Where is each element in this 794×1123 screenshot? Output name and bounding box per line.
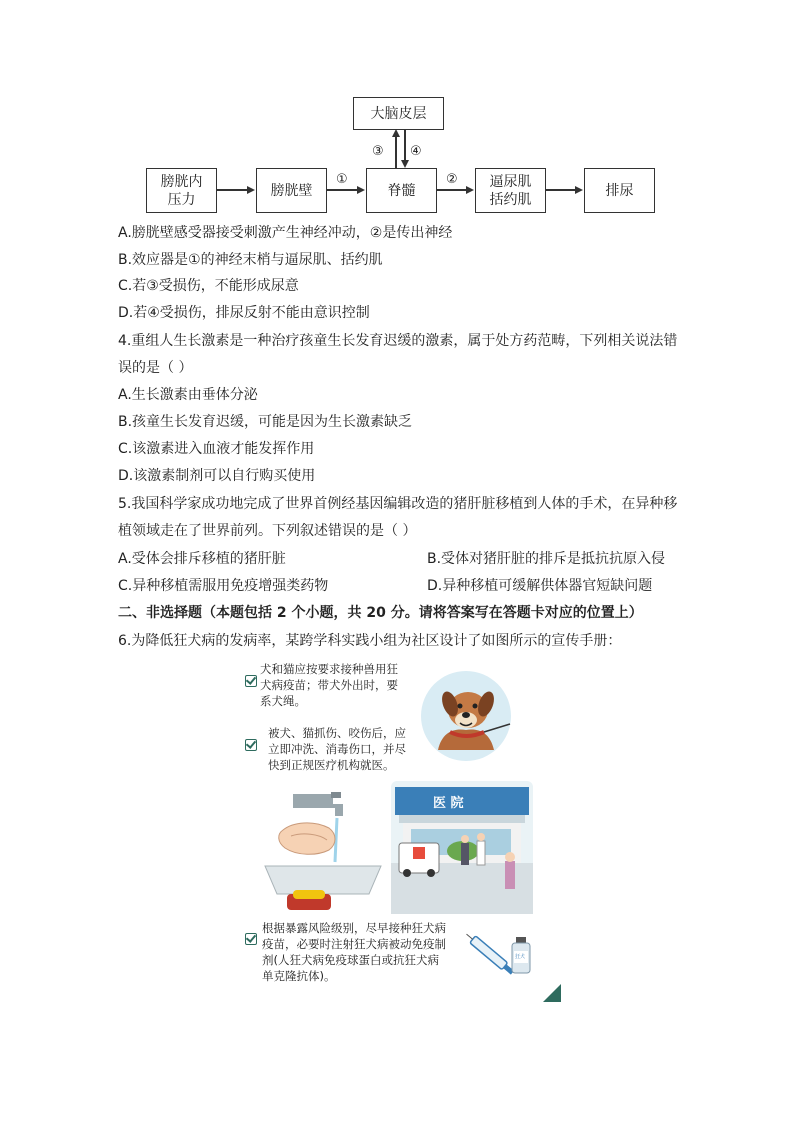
q4-stem-cont: 误的是（ ） — [118, 360, 193, 376]
arrow-up-shaft — [395, 137, 397, 168]
q3-option-c: C.若③受损伤，不能形成尿意 — [118, 278, 299, 294]
q5-stem-cont: 植领域走在了世界前列。下列叙述错误的是（ ） — [118, 523, 417, 539]
box-bladder-pressure: 膀胱内 压力 — [146, 168, 217, 213]
q3-option-a: A.膀胱壁感受器接受刺激产生神经冲动，②是传出神经 — [118, 225, 453, 241]
arrow-shaft — [546, 189, 575, 191]
q5-option-b: B.受体对猪肝脏的排斥是抵抗抗原入侵 — [427, 551, 666, 567]
arrow-shaft — [437, 189, 466, 191]
arrow-down-head — [401, 160, 409, 168]
q4-stem: 4.重组人生长激素是一种治疗孩童生长发育迟缓的激素，属于处方药范畴，下列相关说法错 — [118, 333, 678, 349]
arrow-shaft — [327, 189, 357, 191]
q5-option-d: D.异种移植可缓解供体器官短缺问题 — [427, 578, 653, 594]
arrow-head — [575, 186, 583, 194]
q4-option-c: C.该激素进入血液才能发挥作用 — [118, 441, 315, 457]
label-1: ① — [336, 172, 348, 187]
checkbox-icon — [245, 675, 257, 687]
checkbox-icon — [245, 933, 257, 945]
hospital-sign: 医 院 — [433, 796, 464, 811]
leaf-decoration — [543, 984, 561, 1002]
arrow-up-head — [392, 129, 400, 137]
handwashing-illustration — [263, 782, 385, 912]
q5-option-c: C.异种移植需服用免疫增强类药物 — [118, 578, 329, 594]
flyer-item-1: 犬和猫应按要求接种兽用狂 犬病疫苗；带犬外出时，要 系犬绳。 — [260, 662, 398, 708]
label-4: ④ — [410, 144, 422, 159]
box-spinal-cord: 脊髓 — [366, 168, 437, 213]
box-urination: 排尿 — [584, 168, 655, 213]
q4-option-a: A.生长激素由垂体分泌 — [118, 387, 258, 403]
q5-option-a: A.受体会排斥移植的猪肝脏 — [118, 551, 286, 567]
section-heading: 二、非选择题（本题包括 2 个小题，共 20 分。请将答案写在答题卡对应的位置上） — [118, 605, 643, 621]
dog-illustration — [420, 670, 512, 762]
label-2: ② — [446, 172, 458, 187]
arrow-head — [466, 186, 474, 194]
q3-option-d: D.若④受损伤，排尿反射不能由意识控制 — [118, 305, 370, 321]
q4-option-b: B.孩童生长发育迟缓，可能是因为生长激素缺乏 — [118, 414, 413, 430]
arrow-down-shaft — [404, 129, 406, 160]
box-cortex: 大脑皮层 — [353, 97, 444, 130]
q5-stem: 5.我国科学家成功地完成了世界首例经基因编辑改造的猪肝脏移植到人体的手术，在异种移 — [118, 496, 678, 512]
arrow-head — [247, 186, 255, 194]
q6-stem: 6.为降低狂犬病的发病率，某跨学科实践小组为社区设计了如图所示的宣传手册： — [118, 633, 622, 649]
arrow-shaft — [217, 189, 247, 191]
q3-option-b: B.效应器是①的神经末梢与逼尿肌、括约肌 — [118, 252, 383, 268]
box-bladder-wall: 膀胱壁 — [256, 168, 327, 213]
box-sphincter: 逼尿肌 括约肌 — [475, 168, 546, 213]
vial-label: 狂犬 — [515, 954, 526, 960]
arrow-head — [357, 186, 365, 194]
flyer-item-2: 被犬、猫抓伤、咬伤后，应 立即冲洗、消毒伤口，并尽 快到正规医疗机构就医。 — [268, 726, 406, 772]
flyer-item-3: 根据暴露风险级别，尽早接种狂犬病 疫苗，必要时注射狂犬病被动免疫制 剂(人狂犬病免疫球蛋白或抗狂犬病 单克隆抗体)。 — [262, 921, 446, 983]
label-3: ③ — [372, 144, 384, 159]
q4-option-d: D.该激素制剂可以自行购买使用 — [118, 468, 316, 484]
checkbox-icon — [245, 739, 257, 751]
